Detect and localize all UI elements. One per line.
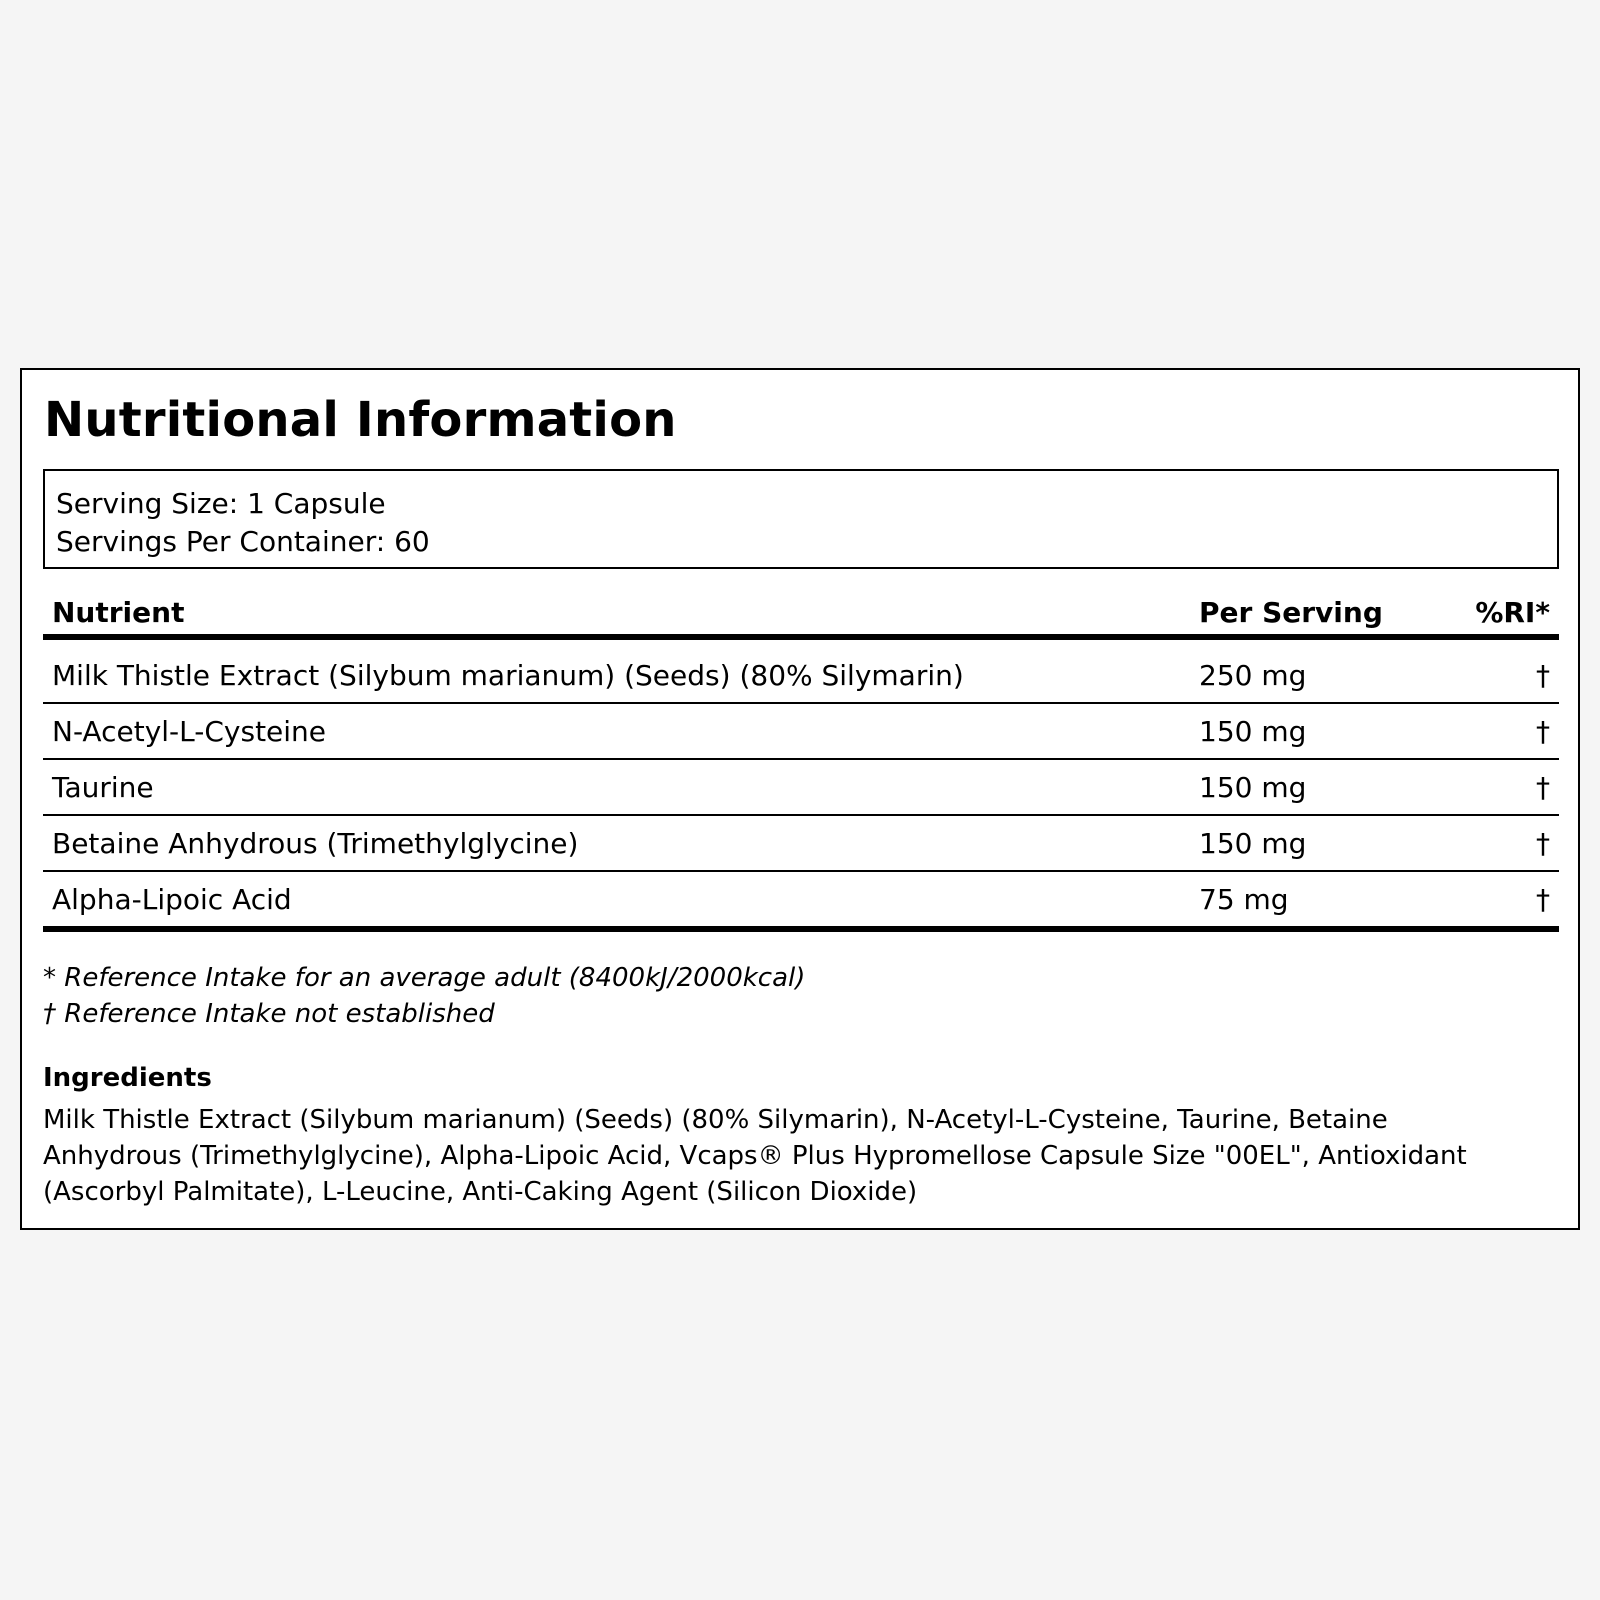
table-row [43,871,1559,929]
table-row [43,703,1559,759]
table-row [43,815,1559,871]
serving-info-box [43,469,1559,569]
nutrient-ri: † [1457,815,1559,871]
header-nutrient: Nutrient [43,590,1190,637]
table-row [43,759,1559,815]
table-row [43,648,1559,703]
nutrient-ri: † [1457,871,1559,929]
nutrition-panel [20,368,1580,1230]
nutrient-amount: 150 mg [1190,815,1457,871]
nutrient-name: Betaine Anhydrous (Trimethylglycine) [43,815,1190,871]
nutrient-ri: † [1457,648,1559,703]
footnotes [43,960,805,1032]
table-header-row [43,590,1559,637]
footnote-not-established: † Reference Intake not established [43,999,495,1029]
servings-per-container: Servings Per Container: 60 [56,525,430,558]
nutrient-amount: 250 mg [1190,648,1457,703]
nutrient-table [43,590,1559,932]
header-per-serving: Per Serving [1190,590,1457,637]
nutrient-amount: 150 mg [1190,759,1457,815]
nutrient-ri: † [1457,703,1559,759]
serving-size: Serving Size: 1 Capsule [56,487,386,520]
nutrient-name: N-Acetyl-L-Cysteine [43,703,1190,759]
nutrient-amount: 150 mg [1190,703,1457,759]
nutrient-name: Milk Thistle Extract (Silybum marianum) (Seeds) (80% Silymarin) [43,648,1190,703]
nutrient-amount: 75 mg [1190,871,1457,929]
table-spacer [43,637,1559,648]
nutrient-ri: † [1457,759,1559,815]
ingredients-heading: Ingredients [43,1063,212,1093]
footnote-reference-intake: * Reference Intake for an average adult (8400kJ/2000kcal) [43,963,806,993]
ingredients-text: Milk Thistle Extract (Silybum marianum) (Seeds) (80% Silymarin), N-Acetyl-L-Cysteine, Taurine, Betaine Anhydrous (Trimethylglycine), Alpha-Lipoic Acid, Vcaps® Plus Hypromellose Capsule Size "00EL", Antioxidant (Ascorbyl Palmitate), L-Leucine, Anti-Caking Agent (Silicon Dioxide) [43,1105,1467,1207]
nutrient-name: Alpha-Lipoic Acid [43,871,1190,929]
nutrient-name: Taurine [43,759,1190,815]
header-ri: %RI* [1457,590,1559,637]
page-title: Nutritional Information [44,392,677,448]
